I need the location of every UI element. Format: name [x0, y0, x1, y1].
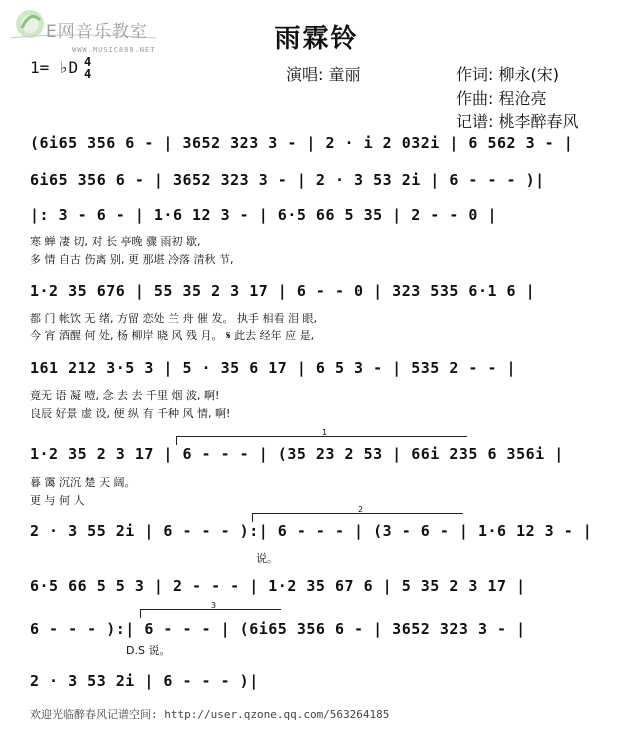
singer: 演唱: 童丽 — [286, 65, 361, 84]
staff-line-6: 1·2 35 2 3 17 | 6 - - - | (35 23 2 53 | 66i 235 6 356i | — [30, 445, 564, 463]
time-signature — [84, 56, 91, 80]
lyric-line-3b: 多 情 自古 伤离 别, 更 那堪 冷落 清秋 节, — [30, 253, 234, 266]
staff-line-1: (6i65 356 6 - | 3652 323 3 - | 2 · i 2 032i | 6 562 3 - | — [30, 134, 574, 152]
lyric-line-4a: 都 门 帐饮 无 绪, 方留 恋处 兰 舟 催 发。 执手 相看 泪 眼, — [30, 312, 317, 325]
staff-line-3: |: 3 - 6 - | 1·6 12 3 - | 6·5 66 5 35 | 2 - - 0 | — [30, 206, 498, 224]
volta-label-1: 1 — [322, 428, 328, 437]
volta-label-2: 2 — [358, 505, 364, 514]
meter-bottom: 4 — [84, 67, 92, 81]
key-signature: 1= ♭D — [30, 58, 79, 77]
lyric-line-9: D.S 说。 — [126, 644, 171, 657]
lyric-line-7: 说。 — [256, 552, 278, 565]
lyric-line-6b: 更 与 何 人 — [30, 494, 85, 507]
lyric-line-6a: 暮 霭 沉沉 楚 天 阔。 — [30, 476, 136, 489]
transcriber: 记谱: 桃李醉春风 — [456, 112, 579, 131]
lyric-line-4b: 今 宵 酒醒 何 处, 杨 柳岸 晓 风 残 月。 𝄋 此去 经年 应 是, — [30, 329, 315, 342]
footer-credit: 欢迎光临醉春风记谱空间: http://user.qzone.qq.com/563264185 — [30, 708, 390, 721]
staff-line-7: 2 · 3 55 2i | 6 - - - ):| 6 - - - | (3 - 6 - | 1·6 12 3 - | — [30, 522, 593, 540]
lyric-line-3a: 寒 蝉 凄 切, 对 长 亭晚 骤 雨初 歇, — [30, 235, 201, 248]
volta-bracket-1 — [176, 428, 467, 445]
staff-line-10: 2 · 3 53 2i | 6 - - - )| — [30, 672, 259, 690]
meter-top: 4 — [84, 55, 92, 69]
watermark-url: WWW.MUSIC888.NET — [72, 46, 156, 54]
staff-line-5: 161 212 3·5 3 | 5 · 35 6 17 | 6 5 3 - | 535 2 - - | — [30, 359, 517, 377]
lyric-line-5b: 良辰 好景 虚 设, 便 纵 有 千种 风 情, 啊! — [30, 407, 231, 420]
volta-label-3: 3 — [211, 601, 217, 610]
staff-line-9: 6 - - - ):| 6 - - - | (6i65 356 6 - | 3652 323 3 - | — [30, 620, 526, 638]
lyric-line-5a: 竟无 语 凝 噎, 念 去 去 千里 烟 波, 啊! — [30, 389, 220, 402]
lyricist: 作词: 柳永(宋) — [456, 65, 559, 84]
staff-line-2: 6i65 356 6 - | 3652 323 3 - | 2 · 3 53 2i | 6 - - - )| — [30, 171, 545, 189]
staff-line-8: 6·5 66 5 5 3 | 2 - - - | 1·2 35 67 6 | 5 35 2 3 17 | — [30, 577, 526, 595]
staff-line-4: 1·2 35 676 | 55 35 2 3 17 | 6 - - 0 | 323 535 6·1 6 | — [30, 282, 536, 300]
song-title: 雨霖铃 — [274, 24, 359, 54]
composer: 作曲: 程沧亮 — [456, 89, 547, 108]
watermark-text: E网音乐教室 — [46, 22, 148, 42]
volta-bracket-3 — [140, 601, 281, 618]
volta-bracket-2 — [252, 505, 463, 522]
